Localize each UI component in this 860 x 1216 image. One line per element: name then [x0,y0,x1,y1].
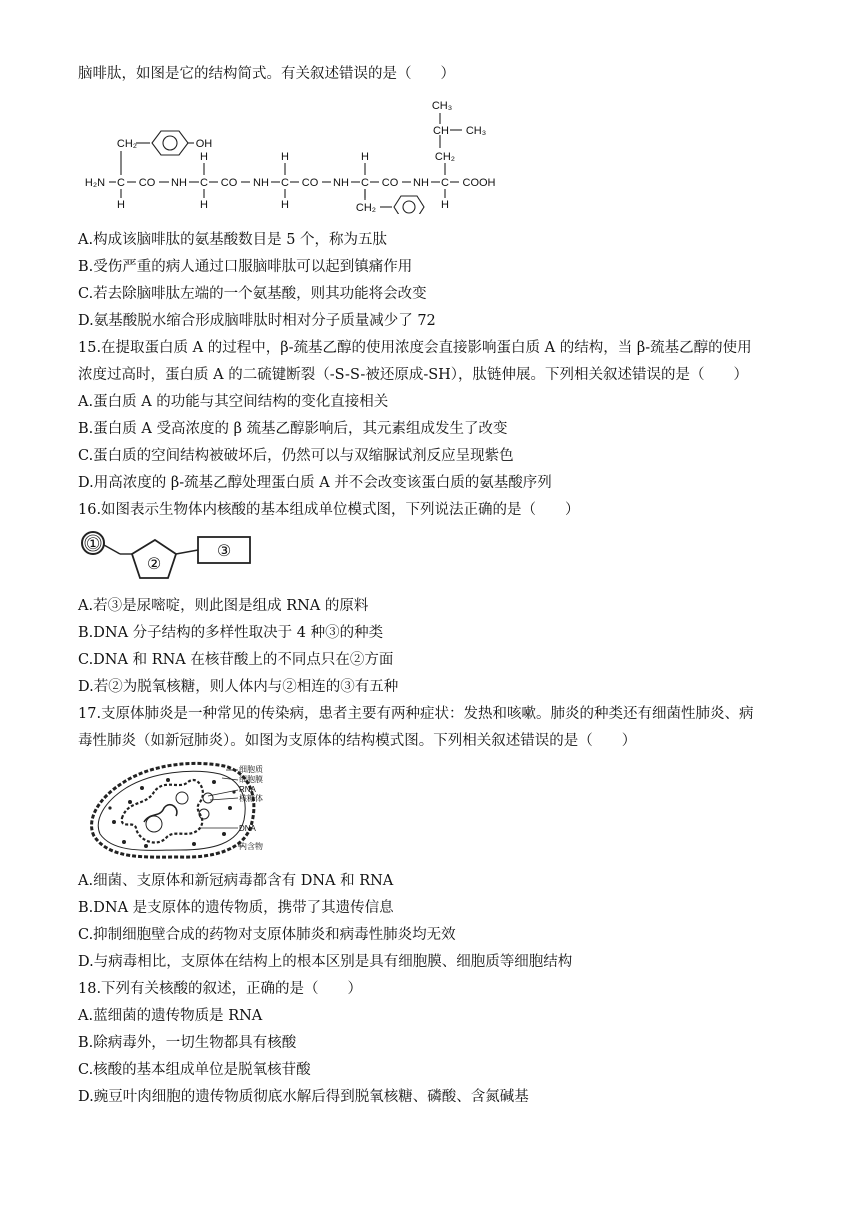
svg-text:C: C [117,177,125,189]
svg-text:H: H [117,199,125,211]
amino-terminal-label: H₂N [84,177,106,189]
svg-text:CO: CO [301,177,319,189]
dna-label: DNA [239,824,256,833]
svg-text:CH: CH [433,125,449,137]
svg-text:CH₃: CH₃ [431,100,453,112]
svg-text:CH₂: CH₂ [434,151,456,163]
q18-option-d: D.豌豆叶肉细胞的遗传物质彻底水解后得到脱氧核糖、磷酸、含氮碱基 [78,1089,529,1105]
inclusion-label: 内含物 [239,842,263,851]
q17-option-d: D.与病毒相比，支原体在结构上的根本区别是具有细胞膜、细胞质等细胞结构 [78,954,573,970]
cytoplasm-label: 细胞质 [239,765,263,774]
phosphate-label: ① [85,536,101,553]
q18-option-a: A.蓝细菌的遗传物质是 RNA [78,1008,263,1024]
q15-stem-line1: 15.在提取蛋白质 A 的过程中，β-巯基乙醇的使用浓度会直接影响蛋白质 A 的结构，当 β-巯基乙醇的使用 [78,340,752,356]
svg-text:NH: NH [413,177,429,189]
enkephalin-structure-figure [78,96,508,214]
mycoplasma-structure-figure [84,758,274,866]
q14-option-d: D.氨基酸脱水缩合形成脑啡肽时相对分子质量减少了 72 [78,313,436,329]
svg-text:H: H [361,151,369,163]
q17-option-b: B.DNA 是支原体的遗传物质，携带了其遗传信息 [78,900,394,916]
svg-text:CH₃: CH₃ [465,125,487,137]
svg-text:C: C [441,177,449,189]
pentose-label: ② [146,556,162,573]
q17-stem-line2: 毒性肺炎（如新冠肺炎）。如图为支原体的结构模式图。下列相关叙述错误的是（ ） [78,733,637,749]
svg-text:NH: NH [171,177,187,189]
svg-text:H: H [200,151,208,163]
base-label: ③ [216,543,232,560]
q16-option-a: A.若③是尿嘧啶，则此图是组成 RNA 的原料 [78,598,369,614]
ribosome-label: 核糖体 [239,794,263,803]
q16-option-d: D.若②为脱氧核糖，则人体内与②相连的③有五种 [78,679,399,695]
q18-option-c: C.核酸的基本组成单位是脱氧核苷酸 [78,1062,311,1078]
svg-text:C: C [361,177,369,189]
svg-text:CH₂: CH₂ [355,202,377,214]
q15-option-b: B.蛋白质 A 受高浓度的 β 巯基乙醇影响后，其元素组成发生了改变 [78,421,508,437]
svg-text:H: H [200,199,208,211]
svg-text:NH: NH [333,177,349,189]
svg-text:NH: NH [253,177,269,189]
rna-label: RNA [239,785,256,794]
q15-stem-line2: 浓度过高时，蛋白质 A 的二硫键断裂（-S-S-被还原成-SH），肽链伸展。下列相关叙述错误的是（ ） [78,367,749,383]
q18-option-b: B.除病毒外，一切生物都具有核酸 [78,1035,297,1051]
svg-text:CO: CO [138,177,156,189]
svg-text:C: C [281,177,289,189]
q17-stem-line1: 17.支原体肺炎是一种常见的传染病，患者主要有两种症状：发热和咳嗽。肺炎的种类还有细菌性肺炎、病 [78,706,754,722]
q17-option-c: C.抑制细胞壁合成的药物对支原体肺炎和病毒性肺炎均无效 [78,927,456,943]
svg-text:H: H [281,151,289,163]
q16-option-b: B.DNA 分子结构的多样性取决于 4 种③的种类 [78,625,384,641]
cell-membrane-label: 细胞膜 [239,775,263,784]
svg-text:H: H [281,199,289,211]
svg-text:OH: OH [195,138,213,150]
svg-text:CO: CO [220,177,238,189]
q15-option-a: A.蛋白质 A 的功能与其空间结构的变化直接相关 [78,394,389,410]
q14-option-a: A.构成该脑啡肽的氨基酸数目是 5 个，称为五肽 [78,232,388,248]
q17-option-a: A.细菌、支原体和新冠病毒都含有 DNA 和 RNA [78,873,394,889]
q14-stem: 脑啡肽，如图是它的结构简式。有关叙述错误的是（ ） [78,66,455,82]
q16-stem: 16.如图表示生物体内核酸的基本组成单位模式图，下列说法正确的是（ ） [78,502,580,518]
carboxyl-terminal-label: COOH [462,177,496,189]
svg-text:CH₂: CH₂ [116,138,138,150]
q14-option-b: B.受伤严重的病人通过口服脑啡肽可以起到镇痛作用 [78,259,413,275]
q15-option-d: D.用高浓度的 β-巯基乙醇处理蛋白质 A 并不会改变该蛋白质的氨基酸序列 [78,475,552,491]
q14-option-c: C.若去除脑啡肽左端的一个氨基酸，则其功能将会改变 [78,286,427,302]
q16-option-c: C.DNA 和 RNA 在核苷酸上的不同点只在②方面 [78,652,394,668]
svg-text:CO: CO [381,177,399,189]
svg-text:H: H [441,199,449,211]
q15-option-c: C.蛋白质的空间结构被破坏后，仍然可以与双缩脲试剂反应呈现紫色 [78,448,514,464]
svg-text:C: C [200,177,208,189]
q18-stem: 18.下列有关核酸的叙述，正确的是（ ） [78,981,363,997]
nucleotide-model-figure [80,530,260,590]
